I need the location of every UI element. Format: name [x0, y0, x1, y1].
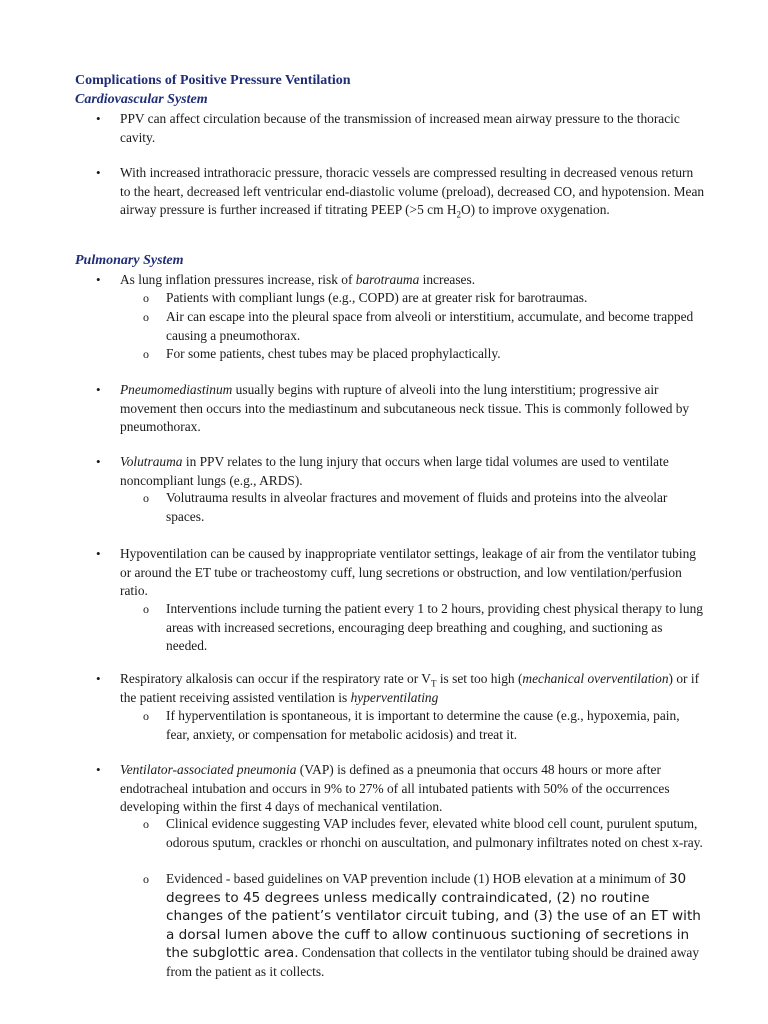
cardio-bullet-1: PPV can affect circulation because of the transmission of increased mean airway pressure to the thoracic cavity.: [120, 111, 680, 145]
pulm-bullet-respiratory-alkalosis: Respiratory alkalosis can occur if the respiratory rate or $V_T$ is set too high (mechanical overventilation) or if the patient receiving assisted ventilation is hyperventilating: [120, 671, 700, 705]
pulm-bullet-hypoventilation: Hypoventilation can be caused by inappropriate ventilator settings, leakage of air from the ventilator tubing or around the ET tube or tracheostomy cuff, lung secretions or obstruction, and low ventilation/perfusion ratio.: [120, 546, 696, 599]
section-heading-pulmonary: Pulmonary System: [75, 253, 184, 268]
bullet-marker: •: [96, 454, 101, 469]
sub-bullet-marker: o: [143, 602, 149, 616]
section-heading-cardiovascular: Cardiovascular System: [75, 92, 208, 107]
pulm-sub-bullet: Clinical evidence suggesting VAP includes fever, elevated white blood cell count, purulent sputum, odorous sputum, crackles or rhonchi on auscultation, and pulmonary infiltrates noted on chest x-ray.: [166, 816, 703, 850]
bullet-marker: •: [96, 546, 101, 561]
bullet-marker: •: [96, 671, 101, 686]
sub-bullet-marker: o: [143, 291, 149, 305]
bullet-marker: •: [96, 165, 101, 180]
pulm-sub-bullet-vap-guidelines: Evidenced - based guidelines on VAP prevention include (1) HOB elevation at a minimum of 30 degrees to 45 degrees unless medically contraindicated, (2) no routine changes of the patient’s ventilator circuit tubing, and (3) the use of an ET with a dorsal lumen above the cuff to allow continuous suctioning of secretions in the subglottic area. Condensation that collects in the ventilator tubing should be drained away from the patient as it collects.: [166, 871, 701, 979]
sub-bullet-marker: o: [143, 872, 149, 886]
pulm-sub-bullet: Patients with compliant lungs (e.g., COPD) are at greater risk for barotraumas.: [166, 290, 588, 305]
pulm-bullet-pneumomediastinum: Pneumomediastinum usually begins with rupture of alveoli into the lung interstitium; progressive air movement then occurs into the mediastinum and subcutaneous neck tissue. This is commonly followed by pneumothorax.: [120, 382, 690, 435]
bullet-marker: •: [96, 382, 101, 397]
sub-bullet-marker: o: [143, 709, 149, 723]
bullet-marker: •: [96, 111, 101, 126]
sub-bullet-marker: o: [143, 310, 149, 324]
cardio-bullet-2: With increased intrathoracic pressure, thoracic vessels are compressed resulting in decreased venous return to the heart, decreased left ventricular end-diastolic volume (preload), decreased CO, and hypotension. Mean airway pressure is further increased if titrating PEEP (>5 cm $H_2O$) to improve oxygenation.: [120, 165, 705, 220]
pulm-sub-bullet: Air can escape into the pleural space from alveoli or interstitium, accumulate, and become trapped causing a pneumothorax.: [166, 309, 694, 343]
sub-bullet-marker: o: [143, 347, 149, 361]
pulm-bullet-volutrauma: Volutrauma in PPV relates to the lung injury that occurs when large tidal volumes are used to ventilate noncompliant lungs (e.g., ARDS).: [120, 454, 669, 488]
pulm-bullet-barotrauma: As lung inflation pressures increase, risk of barotrauma increases.: [120, 272, 476, 287]
document-title: Complications of Positive Pressure Ventilation: [75, 73, 351, 88]
pulm-bullet-vap: Ventilator-associated pneumonia (VAP) is defined as a pneumonia that occurs 48 hours or more after endotracheal intubation and occurs in 9% to 27% of all intubated patients with 50% of the occurrences developing within the first 4 days of mechanical ventilation.: [120, 762, 670, 815]
sub-bullet-marker: o: [143, 491, 149, 505]
bullet-marker: •: [96, 272, 101, 287]
sub-bullet-marker: o: [143, 817, 149, 831]
pulm-sub-bullet: Volutrauma results in alveolar fractures and movement of fluids and proteins into the alveolar spaces.: [166, 490, 668, 524]
bullet-marker: •: [96, 762, 101, 777]
pulm-sub-bullet: If hyperventilation is spontaneous, it is important to determine the cause (e.g., hypoxemia, pain, fear, anxiety, or compensation for metabolic acidosis) and treat it.: [166, 708, 680, 742]
pulm-sub-bullet: For some patients, chest tubes may be placed prophylactically.: [166, 346, 501, 361]
pulm-sub-bullet: Interventions include turning the patient every 1 to 2 hours, providing chest physical therapy to lung areas with increased secretions, encouraging deep breathing and coughing, and suctioning as needed.: [166, 601, 703, 654]
